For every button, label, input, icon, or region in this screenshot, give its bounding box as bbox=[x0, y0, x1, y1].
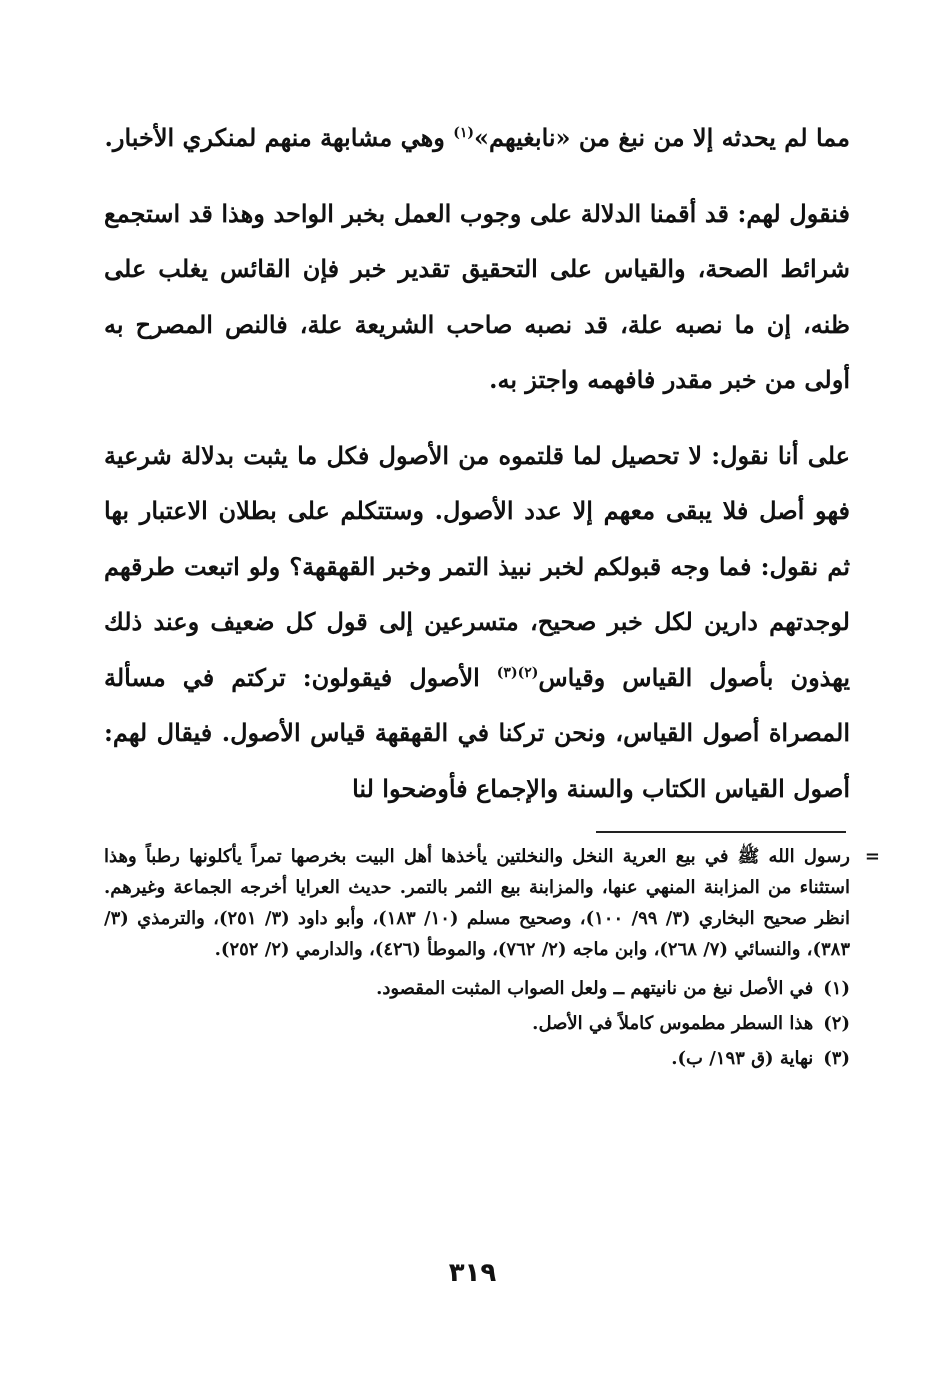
paragraph-1-text-a: مما لم يحدثه إلا من نبغ من «نابغيهم» bbox=[474, 123, 850, 152]
footnote-number: (٢) bbox=[823, 1013, 850, 1034]
footnote-continuation bbox=[104, 841, 880, 965]
continuation-marker: = bbox=[864, 846, 880, 867]
paragraph-3-text-a: على أنا نقول: لا تحصيل لما قلتموه من الأصول فكل ما يثبت بدلالة شرعية فهو أصل فلا يبقى معهم إلا عدد الأصول. وستتكلم على بطلان الاعتبار بها ثم نقول: فما وجه قبولكم لخبر نبيذ التمر وخبر القهقهة؟ ولو اتبعت طرقهم لوجدتهم دارين لكل خبر صحيح، متسرعين إلى قول كل ضعيف وعند ذلك يهذون بأصول القياس وقياس bbox=[104, 440, 850, 692]
paragraph-3-text-b: الأصول فيقولون: تركتم في مسألة المصراة أصول القياس، ونحن تركنا في القهقهة قياس الأصول. فيقال لهم: أصول القياس الكتاب والسنة والإجماع فأوضحوا لنا bbox=[104, 662, 850, 803]
footnote-ref-1: (١) bbox=[453, 125, 475, 141]
footnote-ref-2-3: (٢)(٣) bbox=[496, 664, 539, 681]
paragraph-2: فنقول لهم: قد أقمنا الدلالة على وجوب العمل بخبر الواحد وهذا قد استجمع شرائط الصحة، والقياس على التحقيق تقدير خبر فإن القائس يغلب على ظنه، إن ما نصبه علة، قد نصبه صاحب الشريعة علة، فالنص المصرح به أولى من خبر مقدر فافهمه واجتز به. bbox=[104, 198, 850, 394]
paragraph-1 bbox=[104, 110, 850, 166]
footnote-text: نهاية (ق ١٩٣/ ب). bbox=[671, 1048, 814, 1069]
footnote-text: في الأصل نبغ من نانيتهم ــ ولعل الصواب المثبت المقصود. bbox=[376, 978, 814, 999]
footnote-item bbox=[104, 1041, 850, 1076]
paragraph-1-text-b: وهي مشابهة منهم لمنكري الأخبار. bbox=[104, 123, 454, 152]
page-number: ٣١٩ bbox=[448, 1258, 497, 1288]
footnotes bbox=[104, 841, 880, 1076]
paragraph-3 bbox=[104, 428, 850, 817]
footnote-number: (٣) bbox=[823, 1048, 850, 1069]
footnote-number: (١) bbox=[823, 978, 850, 999]
footnote-item bbox=[104, 1006, 850, 1041]
footnote-list bbox=[104, 971, 850, 1076]
main-text bbox=[104, 110, 850, 836]
footnote-separator bbox=[596, 831, 846, 833]
footnote-item bbox=[104, 971, 850, 1006]
footnote-text: هذا السطر مطموس كاملاً في الأصل. bbox=[532, 1013, 814, 1034]
footnote-continuation-text: رسول الله ﷺ في بيع العرية النخل والنخلتين يأخذها أهل البيت بخرصها تمراً يأكلونها رطباً وهذا استثناء من المزابنة المنهي عنها، والمزابنة بيع الثمر بالتمر. حديث العرايا أخرجه الجماعة وغيرهم. انظر صحيح البخاري (٣/ ٩٩/ ١٠٠)، وصحيح مسلم (١٠/ ١٨٣)، وأبو داود (٣/ ٢٥١)، والترمذي (٣/ ٣٨٣)، والنسائي (٧/ ٢٦٨)، وابن ماجه (٢/ ٧٦٢)، والموطأ (٤٢٦)، والدارمي (٢/ ٢٥٢). bbox=[104, 846, 851, 960]
